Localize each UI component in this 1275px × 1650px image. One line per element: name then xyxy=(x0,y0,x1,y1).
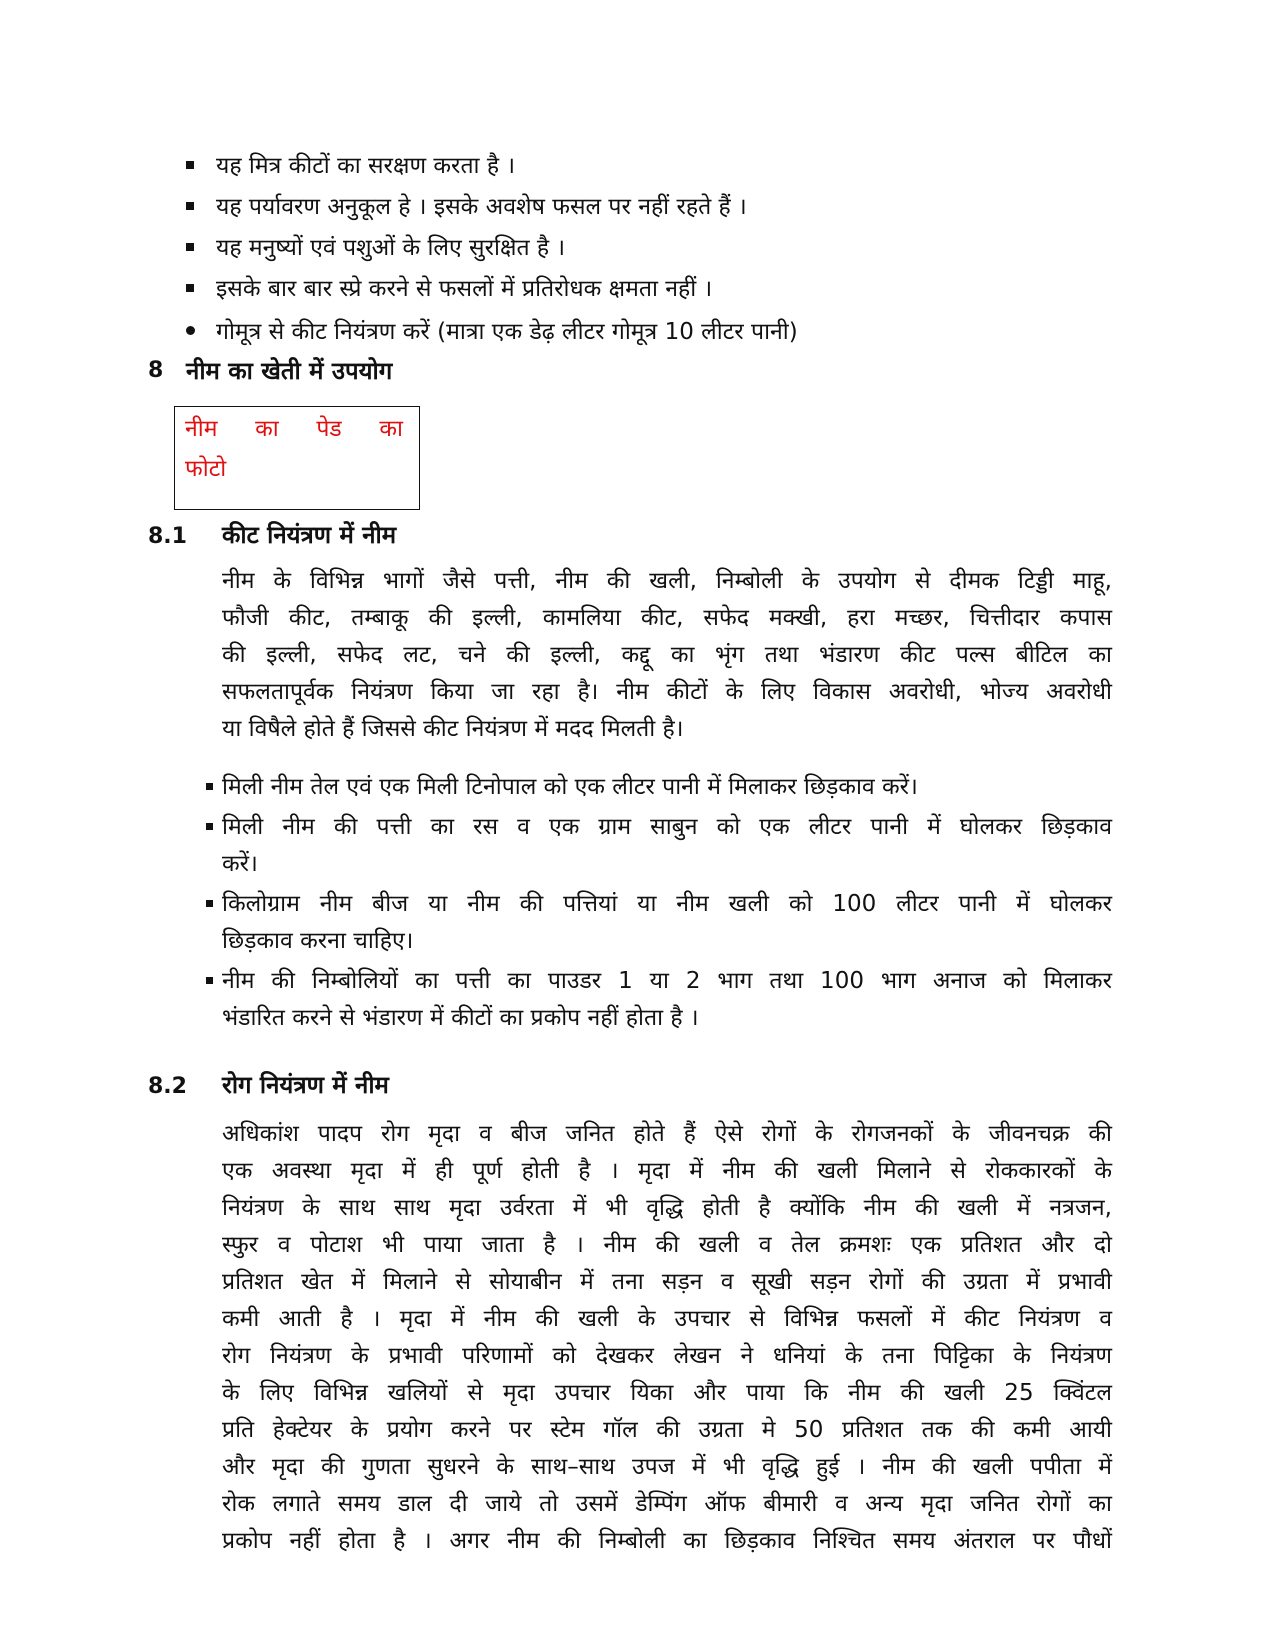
placeholder-word: नीम xyxy=(185,416,218,442)
square-bullet-icon xyxy=(206,900,213,907)
paragraph-line: एक अवस्था मृदा में ही पूर्ण होती है । मृदा में नीम की खली मिलाने से रोककारकों के xyxy=(222,1158,1112,1184)
paragraph-line: कमी आती है । मृदा में नीम की खली के उपचार से विभिन्न फसलों में कीट नियंत्रण व xyxy=(222,1306,1112,1332)
bullet-item xyxy=(186,230,1186,262)
paragraph-line: फौजी कीट, तम्बाकू की इल्ली, कामलिया कीट, सफेद मक्खी, हरा मच्छर, चित्तीदार कपास xyxy=(222,605,1112,631)
bullet-item xyxy=(206,809,1112,883)
bullet-item xyxy=(206,769,1112,806)
bullet-text: गोमूत्र से कीट नियंत्रण करें (मात्रा एक डेढ़ लीटर गोमूत्र 10 लीटर पानी) xyxy=(216,319,798,345)
square-bullet-icon xyxy=(186,161,194,169)
bullet-text: यह मनुष्यों एवं पशुओं के लिए सुरक्षित है । xyxy=(216,235,566,261)
paragraph-line: रोक लगाते समय डाल दी जाये तो उसमें डेम्पिंग ऑफ बीमारी व अन्य मृदा जनित रोगों का xyxy=(222,1491,1112,1517)
square-bullet-icon xyxy=(206,783,213,790)
paragraph-line: या विषैले होते हैं जिससे कीट नियंत्रण में मदद मिलती है। xyxy=(222,716,684,742)
square-bullet-icon xyxy=(186,243,194,251)
bullet-text: भंडारित करने से भंडारण में कीटों का प्रकोप नहीं होता है । xyxy=(222,1005,699,1031)
bullet-text: यह पर्यावरण अनुकूल हे । इसके अवशेष फसल पर नहीं रहते हैं । xyxy=(216,194,747,220)
bullet-text: किलोग्राम नीम बीज या नीम की पत्तियां या नीम खली को 100 लीटर पानी में घोलकर xyxy=(222,891,1112,917)
bullet-item xyxy=(186,189,1186,221)
placeholder-word: का xyxy=(255,416,279,442)
section-number: 8.1 xyxy=(148,524,187,549)
photo-placeholder-box xyxy=(174,406,420,510)
bullet-text: मिली नीम की पत्ती का रस व एक ग्राम साबुन को एक लीटर पानी में घोलकर छिड़काव xyxy=(222,814,1112,840)
paragraph-line: के लिए विभिन्न खलियों से मृदा उपचार यिका और पाया कि नीम की खली 25 क्विंटल xyxy=(222,1380,1112,1406)
square-bullet-icon xyxy=(186,202,194,210)
placeholder-word: का xyxy=(379,416,403,442)
bullet-item xyxy=(186,148,1186,180)
section-number: 8.2 xyxy=(148,1074,187,1099)
section-number: 8 xyxy=(148,358,164,383)
section-heading: नीम का खेती में उपयोग xyxy=(186,357,393,385)
paragraph-line: नीम के विभिन्न भागों जैसे पत्ती, नीम की खली, निम्बोली के उपयोग से दीमक टिड्डी माहू, xyxy=(222,568,1112,594)
bullet-text: मिली नीम तेल एवं एक मिली टिनोपाल को एक लीटर पानी में मिलाकर छिड़काव करें। xyxy=(222,774,918,800)
bullet-item xyxy=(206,886,1112,960)
section-heading: कीट नियंत्रण में नीम xyxy=(222,521,397,549)
photo-placeholder-line1 xyxy=(185,411,403,443)
paragraph-line: नियंत्रण के साथ साथ मृदा उर्वरता में भी वृद्धि होती है क्योंकि नीम की खली में नत्रजन, xyxy=(222,1195,1112,1221)
paragraph-line: स्फुर व पोटाश भी पाया जाता है । नीम की खली व तेल क्रमशः एक प्रतिशत और दो xyxy=(222,1232,1112,1258)
photo-placeholder-line2: फोटो xyxy=(185,456,227,482)
placeholder-word: पेड xyxy=(316,416,342,442)
paragraph-line: अधिकांश पादप रोग मृदा व बीज जनित होते हैं ऐसे रोगों के रोगजनकों के जीवनचक्र की xyxy=(222,1121,1112,1147)
square-bullet-icon xyxy=(206,823,213,830)
bullet-text: नीम की निम्बोलियों का पत्ती का पाउडर 1 या 2 भाग तथा 100 भाग अनाज को मिलाकर xyxy=(222,968,1112,994)
paragraph-line: सफलतापूर्वक नियंत्रण किया जा रहा है। नीम कीटों के लिए विकास अवरोधी, भोज्य अवरोधी xyxy=(222,679,1112,705)
paragraph xyxy=(222,563,1112,748)
paragraph-line: प्रति हेक्टेयर के प्रयोग करने पर स्टेम गॉल की उग्रता मे 50 प्रतिशत तक की कमी आयी xyxy=(222,1417,1112,1443)
paragraph-line: की इल्ली, सफेद लट, चने की इल्ली, कद्दू का भृंग तथा भंडारण कीट पल्स बीटिल का xyxy=(222,642,1112,668)
bullet-item xyxy=(206,963,1112,1037)
bullet-item xyxy=(186,314,1186,346)
bullet-text: इसके बार बार स्प्रे करने से फसलों में प्रतिरोधक क्षमता नहीं । xyxy=(216,276,713,302)
paragraph-line: प्रतिशत खेत में मिलाने से सोयाबीन में तना सड़न व सूखी सड़न रोगों की उग्रता में प्रभावी xyxy=(222,1269,1112,1295)
bullet-item xyxy=(186,271,1186,303)
bullet-text: यह मित्र कीटों का सरक्षण करता है । xyxy=(216,153,516,179)
paragraph xyxy=(222,1116,1112,1560)
bullet-text: करें। xyxy=(222,851,258,877)
paragraph-line: प्रकोप नहीं होता है । अगर नीम की निम्बोली का छिड़काव निश्चित समय अंतराल पर पौधों xyxy=(222,1528,1112,1554)
square-bullet-icon xyxy=(186,284,194,292)
bullet-text: छिड़काव करना चाहिए। xyxy=(222,928,414,954)
paragraph-line: रोग नियंत्रण के प्रभावी परिणामों को देखकर लेखन ने धनियां के तना पिट्टिका के नियंत्रण xyxy=(222,1343,1112,1369)
round-bullet-icon xyxy=(186,326,195,335)
square-bullet-icon xyxy=(206,977,213,984)
section-heading: रोग नियंत्रण में नीम xyxy=(222,1071,389,1099)
paragraph-line: और मृदा की गुणता सुधरने के साथ–साथ उपज में भी वृद्धि हुई । नीम की खली पपीता में xyxy=(222,1454,1112,1480)
